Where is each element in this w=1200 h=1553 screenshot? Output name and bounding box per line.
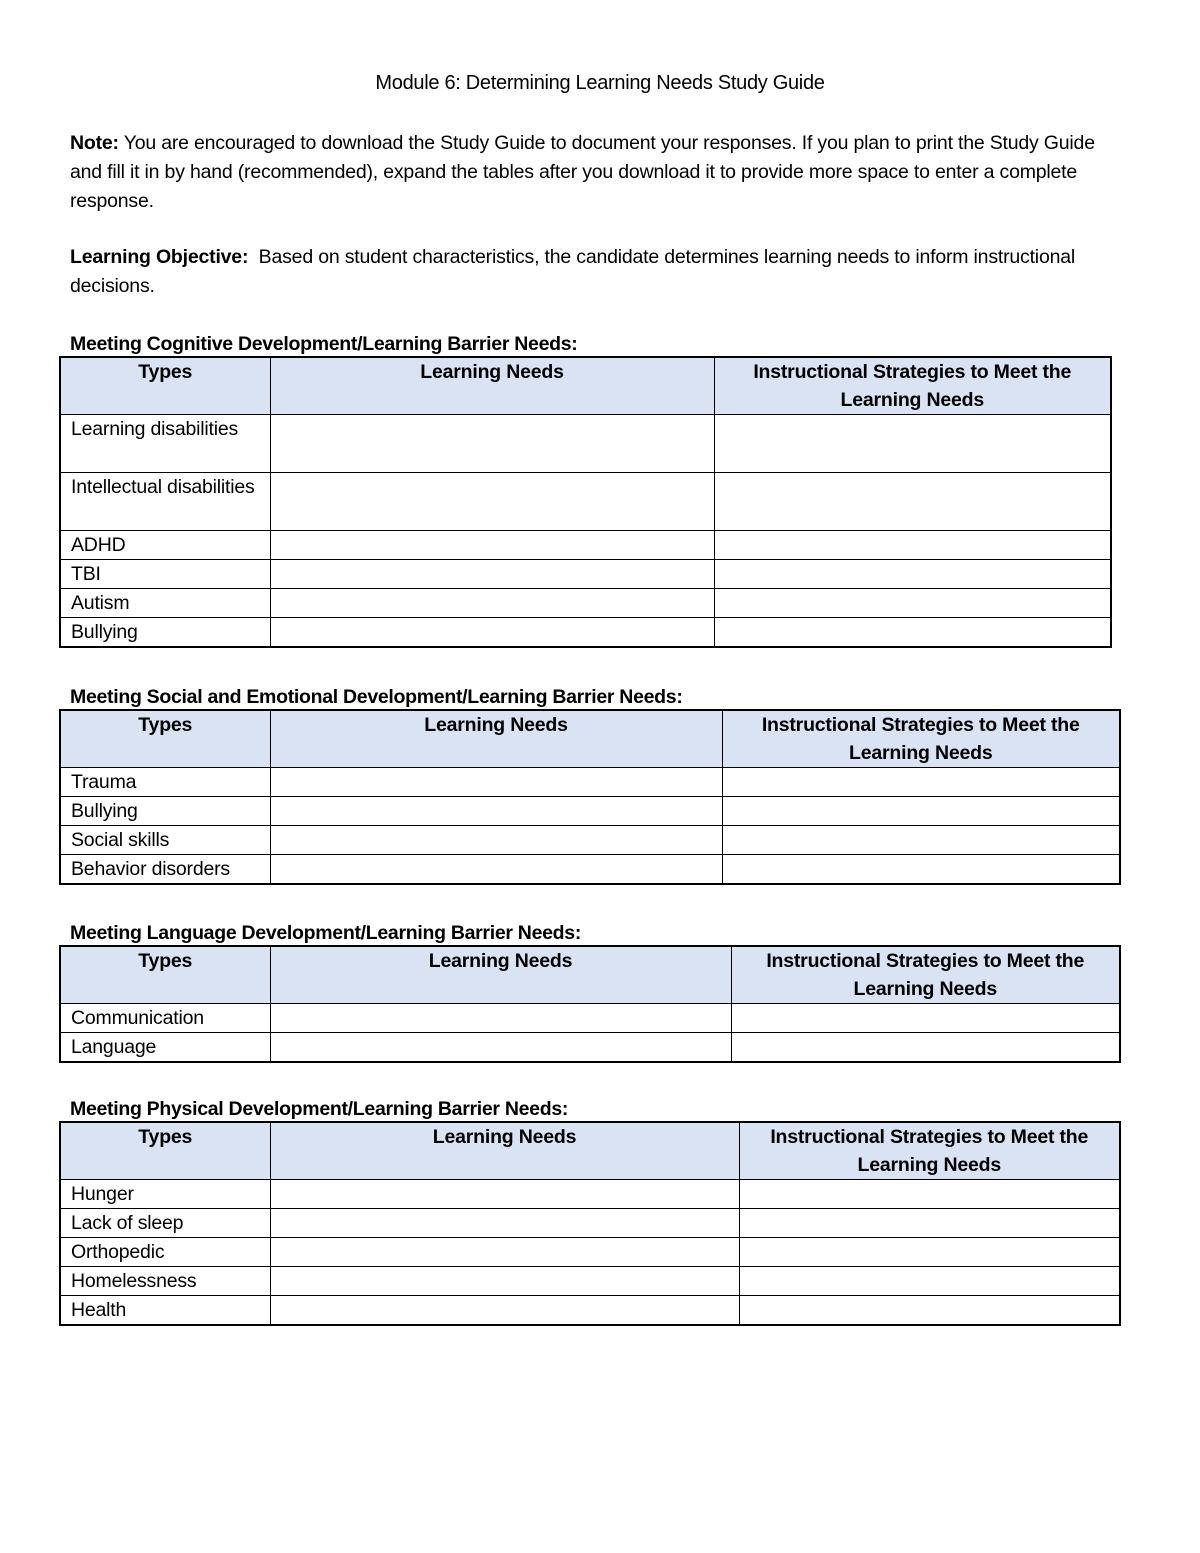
- cognitive-needs-table: [59, 356, 1112, 648]
- learning-needs-cell[interactable]: [270, 1033, 731, 1063]
- table-row: [60, 473, 1111, 531]
- row-type-label: Behavior disorders: [60, 855, 270, 885]
- note-paragraph: [70, 129, 1130, 216]
- learning-needs-cell[interactable]: [270, 415, 714, 473]
- learning-needs-cell[interactable]: [270, 1209, 739, 1238]
- column-header-types: Types: [60, 357, 270, 415]
- learning-needs-cell[interactable]: [270, 1180, 739, 1209]
- column-header-instructional-strategies: Instructional Strategies to Meet the Learning Needs: [739, 1122, 1120, 1180]
- column-header-learning-needs: Learning Needs: [270, 710, 722, 768]
- table-row: [60, 1238, 1120, 1267]
- row-type-label: Intellectual disabilities: [60, 473, 270, 531]
- table-row: [60, 618, 1111, 648]
- row-type-label: Health: [60, 1296, 270, 1326]
- table-header-row: [60, 946, 1120, 1004]
- column-header-instructional-strategies: Instructional Strategies to Meet the Learning Needs: [731, 946, 1120, 1004]
- column-header-types: Types: [60, 1122, 270, 1180]
- instructional-strategies-cell[interactable]: [714, 473, 1111, 531]
- row-type-label: Orthopedic: [60, 1238, 270, 1267]
- row-type-label: Bullying: [60, 618, 270, 648]
- instructional-strategies-cell[interactable]: [714, 618, 1111, 648]
- instructional-strategies-cell[interactable]: [722, 768, 1120, 797]
- row-type-label: Autism: [60, 589, 270, 618]
- section-heading: Meeting Language Development/Learning Barrier Needs:: [70, 922, 582, 944]
- learning-needs-cell[interactable]: [270, 589, 714, 618]
- instructional-strategies-cell[interactable]: [731, 1004, 1120, 1033]
- table-header-row: [60, 1122, 1120, 1180]
- instructional-strategies-cell[interactable]: [739, 1238, 1120, 1267]
- column-header-instructional-strategies: Instructional Strategies to Meet the Learning Needs: [722, 710, 1120, 768]
- learning-needs-cell[interactable]: [270, 797, 722, 826]
- social-emotional-needs-table: [59, 709, 1121, 885]
- instructional-strategies-cell[interactable]: [739, 1180, 1120, 1209]
- learning-needs-cell[interactable]: [270, 1238, 739, 1267]
- row-type-label: ADHD: [60, 531, 270, 560]
- table-row: [60, 1267, 1120, 1296]
- table-row: [60, 855, 1120, 885]
- section-heading: Meeting Cognitive Development/Learning Barrier Needs:: [70, 333, 578, 355]
- column-header-learning-needs: Learning Needs: [270, 946, 731, 1004]
- table-row: [60, 589, 1111, 618]
- page-title: Module 6: Determining Learning Needs Study Guide: [375, 72, 825, 94]
- instructional-strategies-cell[interactable]: [722, 855, 1120, 885]
- learning-needs-cell[interactable]: [270, 768, 722, 797]
- row-type-label: TBI: [60, 560, 270, 589]
- row-type-label: Bullying: [60, 797, 270, 826]
- instructional-strategies-cell[interactable]: [739, 1209, 1120, 1238]
- table-row: [60, 560, 1111, 589]
- table-row: [60, 1296, 1120, 1326]
- table-row: [60, 1033, 1120, 1063]
- row-type-label: Lack of sleep: [60, 1209, 270, 1238]
- physical-section: [59, 1097, 1121, 1326]
- social-emotional-section: [59, 685, 1121, 885]
- row-type-label: Homelessness: [60, 1267, 270, 1296]
- learning-needs-cell[interactable]: [270, 1296, 739, 1326]
- instructional-strategies-cell[interactable]: [714, 560, 1111, 589]
- table-row: [60, 1180, 1120, 1209]
- instructional-strategies-cell[interactable]: [722, 797, 1120, 826]
- instructional-strategies-cell[interactable]: [714, 589, 1111, 618]
- table-row: [60, 531, 1111, 560]
- learning-needs-cell[interactable]: [270, 531, 714, 560]
- row-type-label: Trauma: [60, 768, 270, 797]
- column-header-learning-needs: Learning Needs: [270, 1122, 739, 1180]
- learning-objective-label: Learning Objective:: [70, 246, 249, 268]
- row-type-label: Social skills: [60, 826, 270, 855]
- cognitive-section: [59, 332, 1112, 648]
- learning-needs-cell[interactable]: [270, 855, 722, 885]
- learning-needs-cell[interactable]: [270, 826, 722, 855]
- column-header-learning-needs: Learning Needs: [270, 357, 714, 415]
- learning-objective-paragraph: [70, 243, 1130, 301]
- note-text: You are encouraged to download the Study Guide to document your responses. If you plan to print the Study Guide and fill it in by hand (recommended), expand the tables after you download it to provide more space to enter a complete response.: [70, 132, 1095, 212]
- table-row: [60, 826, 1120, 855]
- learning-needs-cell[interactable]: [270, 473, 714, 531]
- row-type-label: Communication: [60, 1004, 270, 1033]
- table-row: [60, 1004, 1120, 1033]
- section-heading: Meeting Physical Development/Learning Barrier Needs:: [70, 1098, 569, 1120]
- instructional-strategies-cell[interactable]: [714, 531, 1111, 560]
- instructional-strategies-cell[interactable]: [739, 1296, 1120, 1326]
- instructional-strategies-cell[interactable]: [731, 1033, 1120, 1063]
- table-row: [60, 415, 1111, 473]
- instructional-strategies-cell[interactable]: [739, 1267, 1120, 1296]
- row-type-label: Hunger: [60, 1180, 270, 1209]
- language-section: [59, 921, 1121, 1063]
- learning-objective-text: Based on student characteristics, the candidate determines learning needs to inform instructional decisions.: [70, 246, 1081, 297]
- table-row: [60, 1209, 1120, 1238]
- table-row: [60, 768, 1120, 797]
- row-type-label: Learning disabilities: [60, 415, 270, 473]
- physical-needs-table: [59, 1121, 1121, 1326]
- row-type-label: Language: [60, 1033, 270, 1063]
- column-header-instructional-strategies: Instructional Strategies to Meet the Learning Needs: [714, 357, 1111, 415]
- column-header-types: Types: [60, 946, 270, 1004]
- learning-needs-cell[interactable]: [270, 1004, 731, 1033]
- instructional-strategies-cell[interactable]: [714, 415, 1111, 473]
- learning-needs-cell[interactable]: [270, 618, 714, 648]
- table-row: [60, 797, 1120, 826]
- table-header-row: [60, 357, 1111, 415]
- table-header-row: [60, 710, 1120, 768]
- column-header-types: Types: [60, 710, 270, 768]
- note-label: Note:: [70, 132, 119, 154]
- instructional-strategies-cell[interactable]: [722, 826, 1120, 855]
- learning-needs-cell[interactable]: [270, 560, 714, 589]
- section-heading: Meeting Social and Emotional Development/Learning Barrier Needs:: [70, 686, 683, 708]
- language-needs-table: [59, 945, 1121, 1063]
- learning-needs-cell[interactable]: [270, 1267, 739, 1296]
